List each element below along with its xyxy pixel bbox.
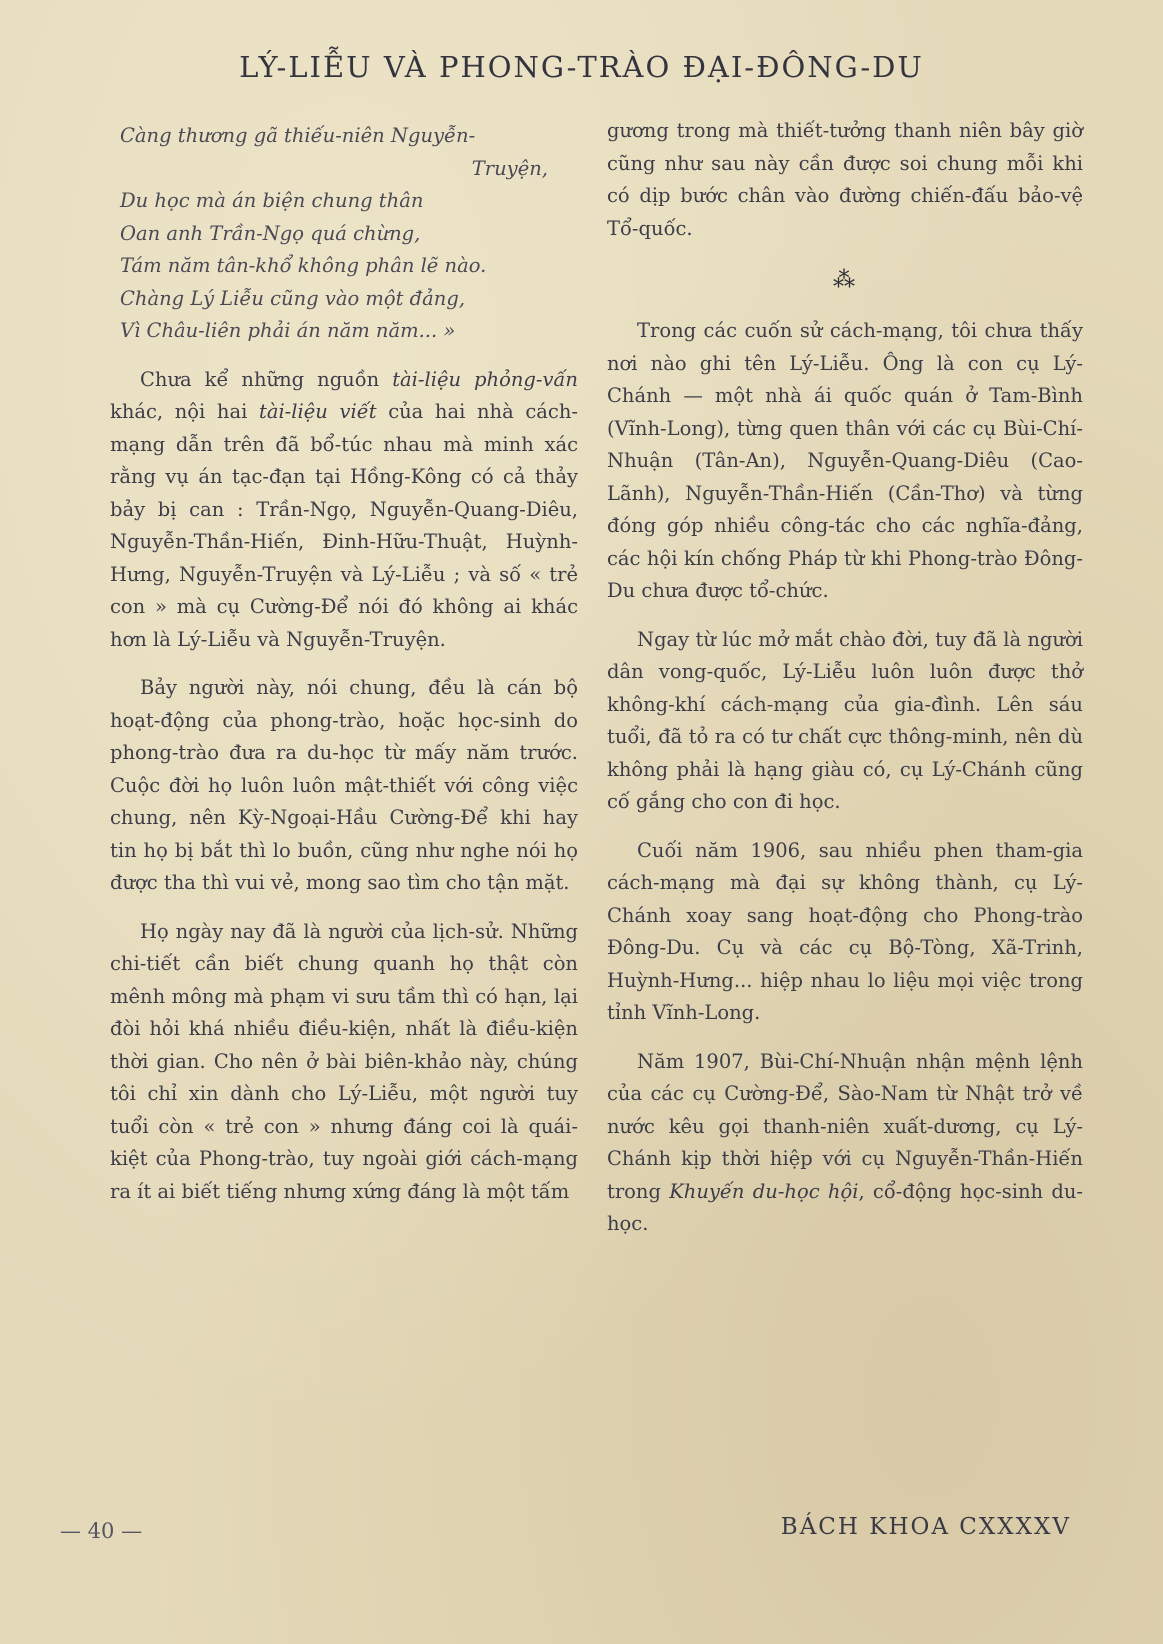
poem-line: Truyện, [471, 156, 548, 180]
text-run: khác, nội hai [110, 400, 259, 423]
paragraph-continued: gương trong mà thiết-tưởng thanh niên bây giờ cũng như sau này cần được soi chung mỗi khi có dịp bước chân vào đường chiến-đấu bảo-vệ Tổ-quốc. [607, 119, 1083, 240]
poem-line: Du học mà án biện chung thân [120, 189, 424, 212]
paragraph: Ngay từ lúc mở mắt chào đời, tuy đã là người dân vong-quốc, Lý-Liễu luôn luôn được thở không-khí cách-mạng của gia-đình. Lên sáu tuổi, đã tỏ ra có tư chất cực thông-minh, nên dù không phải là hạng giàu có, cụ Lý-Chánh cũng cố gắng cho con đi học. [607, 627, 1083, 813]
poem-quote [110, 120, 578, 348]
poem-line: Oan anh Trần-Ngọ quá chừng, [120, 221, 421, 245]
paragraph: Trong các cuốn sử cách-mạng, tôi chưa thấy nơi nào ghi tên Lý-Liễu. Ông là con cụ Lý-Chánh — một nhà ái quốc quán ở Tam-Bình (Vĩnh-Long), từng quen thân với các cụ Bùi-Chí-Nhuận (Tân-An), Nguyễn-Quang-Diêu (Cao-Lãnh), Nguyễn-Thần-Hiến (Cần-Thơ) và từng đóng góp nhiều công-tác cho các nghĩa-đảng, các hội kín chống Pháp từ khi Phong-trào Đông-Du chưa được tổ-chức. [607, 319, 1083, 602]
left-column [110, 120, 578, 1208]
asterism-divider: ⁂ [833, 268, 857, 293]
paragraph [607, 1046, 1083, 1241]
paragraph: Bảy người này, nói chung, đều là cán bộ hoạt-động của phong-trào, hoặc học-sinh do phong-trào đưa ra du-học từ mấy năm trước. Cuộc đời họ luôn luôn mật-thiết với công việc chung, nên Kỳ-Ngoại-Hầu Cường-Để khi hay tin họ bị bắt thì lo buồn, cũng như nghe nói họ được tha thì vui vẻ, mong sao tìm cho tận mặt. [110, 676, 578, 894]
poem-line: Chàng Lý Liễu cũng vào một đảng, [120, 286, 466, 310]
right-column [607, 115, 1083, 1241]
magazine-footer: BÁCH KHOA CXXXXV [780, 1514, 1071, 1540]
poem-line: Tám năm tân-khổ không phân lẽ nào. [120, 254, 487, 277]
paragraph [110, 364, 578, 657]
text-run: , cổ-động học-sinh du-học. [607, 1179, 1084, 1235]
text-run: Năm 1907, Bùi-Chí-Nhuận nhận mệnh lệnh của các cụ Cường-Để, Sào-Nam từ Nhật trở về nước kêu gọi thanh-niên xuất-dương, cụ Lý-Chánh kịp thời hiệp với cụ Nguyễn-Thần-Hiến trong [607, 1049, 1083, 1203]
italic-term: tài-liệu phỏng-vấn [392, 367, 578, 391]
italic-term: tài-liệu viết [258, 400, 377, 423]
page-number: — 40 — [60, 1519, 143, 1543]
italic-term: Khuyến du-học hội [669, 1179, 859, 1203]
text-run: Chưa kể những nguồn [140, 367, 393, 391]
paragraph: Họ ngày nay đã là người của lịch-sử. Những chi-tiết cần biết chung quanh họ thật còn mênh mông mà phạm vi sưu tầm thì có hạn, lại đòi hỏi khá nhiều điều-kiện, nhất là điều-kiện thời gian. Cho nên ở bài biên-khảo này, chúng tôi chỉ xin dành cho Lý-Liễu, một người tuy tuổi còn « trẻ con » nhưng đáng coi là quái-kiệt của Phong-trào, tuy ngoài giới cách-mạng ra ít ai biết tiếng nhưng xứng đáng là một tấm [110, 919, 578, 1203]
paragraph: Cuối năm 1906, sau nhiều phen tham-gia cách-mạng mà đại sự không thành, cụ Lý-Chánh xoay sang hoạt-động cho Phong-trào Đông-Du. Cụ và các cụ Bộ-Tòng, Xã-Trinh, Huỳnh-Hưng... hiệp nhau lo liệu mọi việc trong tỉnh Vĩnh-Long. [607, 838, 1083, 1024]
text-run: của hai nhà cách-mạng dẫn trên đã bổ-túc nhau mà minh xác rằng vụ án tạc-đạn tại Hồng-Kông có cả thảy bảy bị can : Trần-Ngọ, Nguyễn-Quang-Diêu, Nguyễn-Thần-Hiến, Đinh-Hữu-Thuật, Huỳnh-Hưng, Nguyễn-Truyện và Lý-Liễu ; và số « trẻ con » mà cụ Cường-Để nói đó không ai khác hơn là Lý-Liễu và Nguyễn-Truyện. [110, 400, 578, 651]
running-title: LÝ-LIỄU VÀ PHONG-TRÀO ĐẠI-ĐÔNG-DU [239, 50, 924, 84]
poem-line: Vì Châu-liên phải án năm năm... » [120, 319, 456, 342]
poem-line: Càng thương gã thiếu-niên Nguyễn- [120, 124, 476, 147]
